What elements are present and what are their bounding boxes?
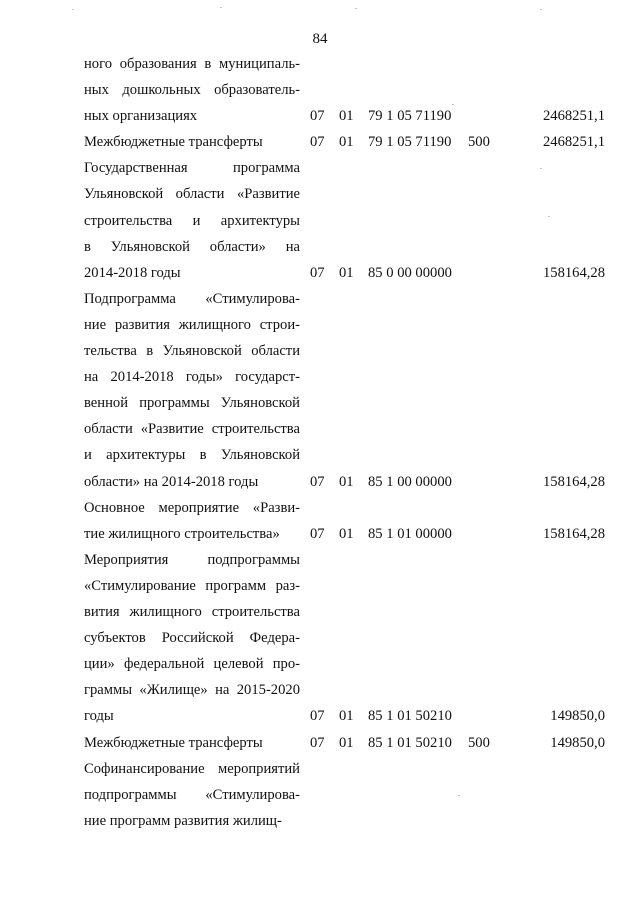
section-code: 07 bbox=[310, 473, 325, 490]
row-description-line: «Стимулирование программ раз- bbox=[84, 577, 300, 594]
row-description-line: ного образования в муниципаль- bbox=[84, 56, 300, 72]
row-description-line: Софинансирование мероприятий bbox=[84, 760, 300, 777]
row-description-line: ции» федеральной целевой про- bbox=[84, 656, 300, 673]
row-description-line: на 2014-2018 годы» государст- bbox=[84, 369, 300, 386]
subsection-code: 01 bbox=[339, 708, 354, 725]
row-description-line: ных дошкольных образователь- bbox=[84, 82, 300, 99]
row-description-line: Ульяновской области «Развитие bbox=[84, 186, 300, 203]
row-description-line: 2014-2018 годы bbox=[84, 264, 181, 281]
row-description-line: Мероприятия подпрограммы bbox=[84, 551, 300, 568]
subsection-code: 01 bbox=[339, 134, 354, 151]
row-description-line: субъектов Российской Федера- bbox=[84, 630, 300, 647]
subsection-code: 01 bbox=[339, 473, 354, 490]
row-description-line: области» на 2014-2018 годы bbox=[84, 473, 259, 490]
row-description-line: области «Развитие строительства bbox=[84, 421, 300, 438]
row-description-line: Межбюджетные трансферты bbox=[84, 134, 263, 151]
amount: 2468251,1 bbox=[542, 108, 605, 125]
target-article-code: 79 1 05 71190 bbox=[368, 134, 452, 151]
section-code: 07 bbox=[310, 264, 325, 281]
section-code bbox=[310, 808, 332, 834]
amount bbox=[510, 808, 605, 834]
target-article-code: 85 1 01 00000 bbox=[368, 525, 452, 542]
target-article-code bbox=[368, 808, 468, 834]
target-article-code: 85 1 00 00000 bbox=[368, 473, 452, 490]
row-description-line: граммы «Жилище» на 2015-2020 bbox=[84, 682, 300, 699]
amount: 2468251,1 bbox=[542, 134, 605, 151]
row-description-line: Межбюджетные трансферты bbox=[84, 734, 263, 751]
row-description-line: в Ульяновской области» на bbox=[84, 238, 300, 255]
row-description-line: тельства в Ульяновской области bbox=[84, 343, 300, 360]
amount: 158164,28 bbox=[542, 264, 605, 281]
row-description-line: подпрограммы «Стимулирова- bbox=[84, 786, 300, 803]
section-code: 07 bbox=[310, 708, 325, 725]
expense-type-code bbox=[468, 103, 502, 129]
expense-type-code: 500 bbox=[468, 734, 490, 751]
row-description-line: строительства и архитектуры bbox=[84, 212, 300, 229]
section-code: 07 bbox=[310, 525, 325, 542]
target-article-code: 85 0 00 00000 bbox=[368, 264, 452, 281]
section-code: 07 bbox=[310, 108, 325, 125]
amount: 149850,0 bbox=[550, 734, 605, 751]
row-description-line: Подпрограмма «Стимулирова- bbox=[84, 290, 300, 307]
subsection-code bbox=[339, 808, 361, 834]
scan-speck bbox=[452, 104, 454, 105]
row-description-line: ние развития жилищного строи- bbox=[84, 316, 300, 333]
expense-type-code bbox=[468, 260, 502, 286]
row-description-line: и архитектуры в Ульяновской bbox=[84, 447, 300, 464]
expense-type-code bbox=[468, 703, 502, 729]
row-description-line: вития жилищного строительства bbox=[84, 604, 300, 621]
page-number: 84 bbox=[312, 31, 328, 47]
scan-speck bbox=[458, 795, 460, 796]
row-description-line: годы bbox=[84, 708, 114, 725]
section-code: 07 bbox=[310, 134, 325, 151]
expense-type-code bbox=[468, 469, 502, 495]
subsection-code: 01 bbox=[339, 264, 354, 281]
expense-type-code bbox=[468, 521, 502, 547]
subsection-code: 01 bbox=[339, 734, 354, 751]
subsection-code: 01 bbox=[339, 108, 354, 125]
expense-type-code bbox=[468, 808, 502, 834]
scan-speck bbox=[540, 168, 542, 169]
target-article-code: 85 1 01 50210 bbox=[368, 708, 452, 725]
row-description-line: Основное мероприятие «Разви- bbox=[84, 499, 300, 516]
row-description-line: тие жилищного строительства» bbox=[84, 525, 280, 542]
scan-speck bbox=[355, 8, 357, 9]
row-description-line: Государственная программа bbox=[84, 160, 300, 177]
subsection-code: 01 bbox=[339, 525, 354, 542]
expense-type-code: 500 bbox=[468, 134, 490, 151]
amount: 158164,28 bbox=[542, 525, 605, 542]
row-description-line: венной программы Ульяновской bbox=[84, 395, 300, 412]
amount: 149850,0 bbox=[550, 708, 605, 725]
scan-speck bbox=[540, 9, 542, 10]
scan-speck bbox=[72, 9, 74, 10]
target-article-code: 85 1 01 50210 bbox=[368, 734, 452, 751]
scan-speck bbox=[220, 7, 222, 8]
scan-speck bbox=[548, 216, 550, 217]
row-description-line: ние программ развития жилищ- bbox=[84, 812, 282, 829]
target-article-code: 79 1 05 71190 bbox=[368, 108, 452, 125]
section-code: 07 bbox=[310, 734, 325, 751]
row-description-line: ных организациях bbox=[84, 108, 198, 125]
amount: 158164,28 bbox=[542, 473, 605, 490]
